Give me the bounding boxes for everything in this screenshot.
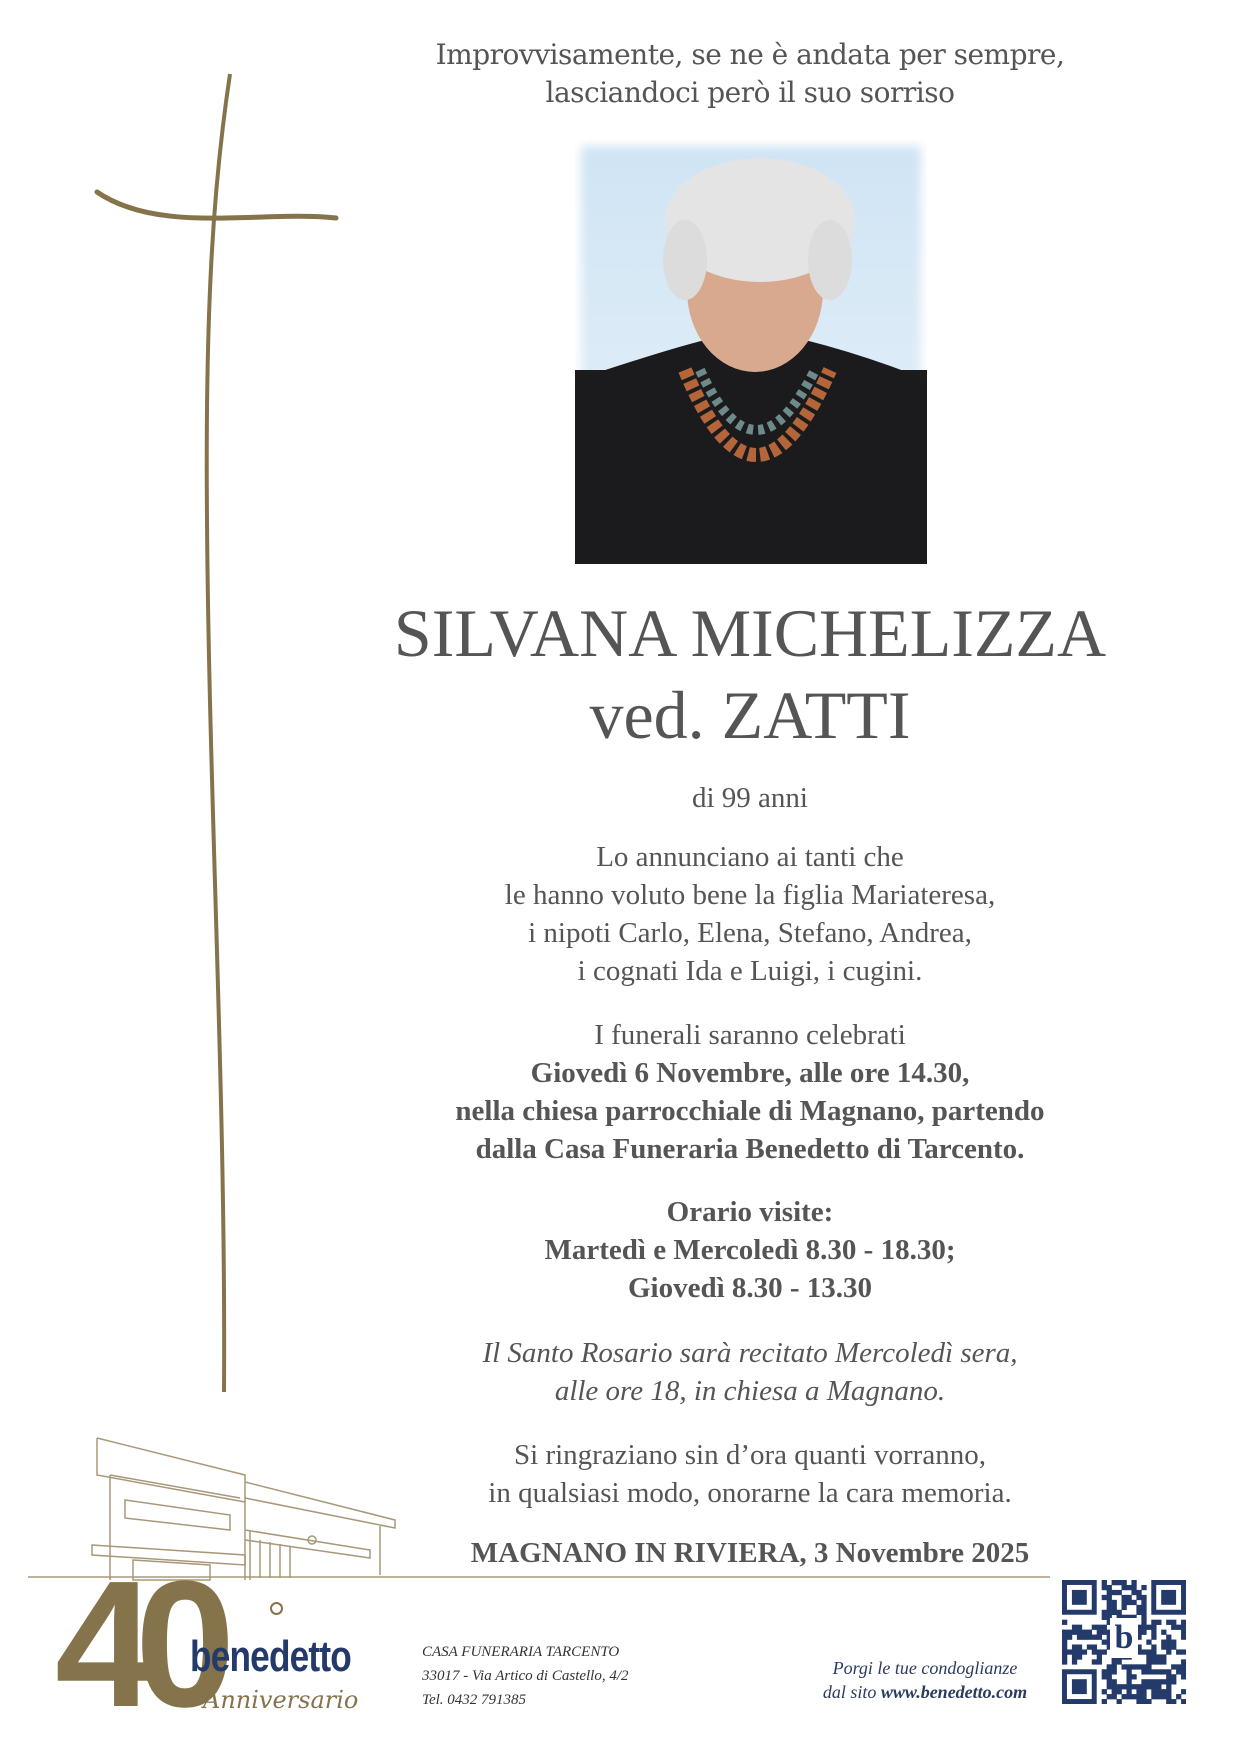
funeral-info xyxy=(360,1016,1140,1168)
logo-tagline: Anniversario xyxy=(203,1686,359,1714)
opening-phrase xyxy=(380,36,1120,112)
address-line: CASA FUNERARIA TARCENTO xyxy=(422,1644,620,1660)
visiting-hours xyxy=(380,1193,1120,1307)
logo-brand: benedetto xyxy=(190,1632,351,1681)
opening-line: lasciandoci però il suo sorriso xyxy=(545,76,955,109)
website-link[interactable]: www.benedetto.com xyxy=(880,1682,1028,1702)
announcement-line: i nipoti Carlo, Elena, Stefano, Andrea, xyxy=(528,917,972,949)
full-name: SILVANA MICHELIZZA xyxy=(393,595,1107,671)
place-date: MAGNANO IN RIVIERA, 3 Novembre 2025 xyxy=(470,1537,1030,1569)
age: di 99 anni xyxy=(692,782,808,814)
benedetto-40-anniversary-logo xyxy=(55,1544,385,1745)
cross-icon xyxy=(0,0,360,1420)
married-name: ved. ZATTI xyxy=(589,677,911,753)
logo-number: 40 xyxy=(55,1544,216,1745)
rosary-line: Il Santo Rosario sarà recitato Mercoledì sera, xyxy=(482,1337,1018,1369)
rosary-info xyxy=(380,1334,1120,1410)
funeral-intro: I funerali saranno celebrati xyxy=(594,1019,906,1051)
funeral-line: dalla Casa Funeraria Benedetto di Tarcento. xyxy=(475,1133,1025,1165)
opening-line: Improvvisamente, se ne è andata per sempre, xyxy=(435,38,1065,71)
announcement-line: le hanno voluto bene la figlia Mariateresa, xyxy=(504,879,996,911)
portrait-photo xyxy=(575,140,927,564)
address-line: Tel. 0432 791385 xyxy=(422,1692,527,1708)
degree-icon xyxy=(270,1602,283,1615)
rosary-line: alle ore 18, in chiesa a Magnano. xyxy=(554,1375,946,1407)
thanks-line: Si ringraziano sin d’ora quanti vorranno, xyxy=(514,1439,986,1471)
qr-code[interactable] xyxy=(1062,1580,1186,1704)
visits-line: Giovedì 8.30 - 13.30 xyxy=(627,1272,873,1304)
announcement xyxy=(380,838,1120,990)
address-line: 33017 - Via Artico di Castello, 4/2 xyxy=(422,1668,629,1684)
funeral-line: Giovedì 6 Novembre, alle ore 14.30, xyxy=(530,1057,970,1089)
funeral-home-address xyxy=(422,1640,629,1712)
condolences-note xyxy=(795,1656,1055,1704)
deceased-name xyxy=(380,592,1120,756)
thanks-line: in qualsiasi modo, onorarne la cara memoria. xyxy=(488,1477,1012,1509)
announcement-line: i cognati Ida e Luigi, i cugini. xyxy=(577,955,923,987)
visits-line: Martedì e Mercoledì 8.30 - 18.30; xyxy=(544,1234,956,1266)
funeral-line: nella chiesa parrocchiale di Magnano, partendo xyxy=(455,1095,1045,1127)
announcement-line: Lo annunciano ai tanti che xyxy=(596,841,904,873)
qr-center-letter: b xyxy=(1110,1618,1138,1658)
condolences-line: Porgi le tue condoglianze xyxy=(832,1658,1018,1678)
condolences-line: dal sito xyxy=(822,1682,881,1702)
visits-title: Orario visite: xyxy=(666,1196,834,1228)
